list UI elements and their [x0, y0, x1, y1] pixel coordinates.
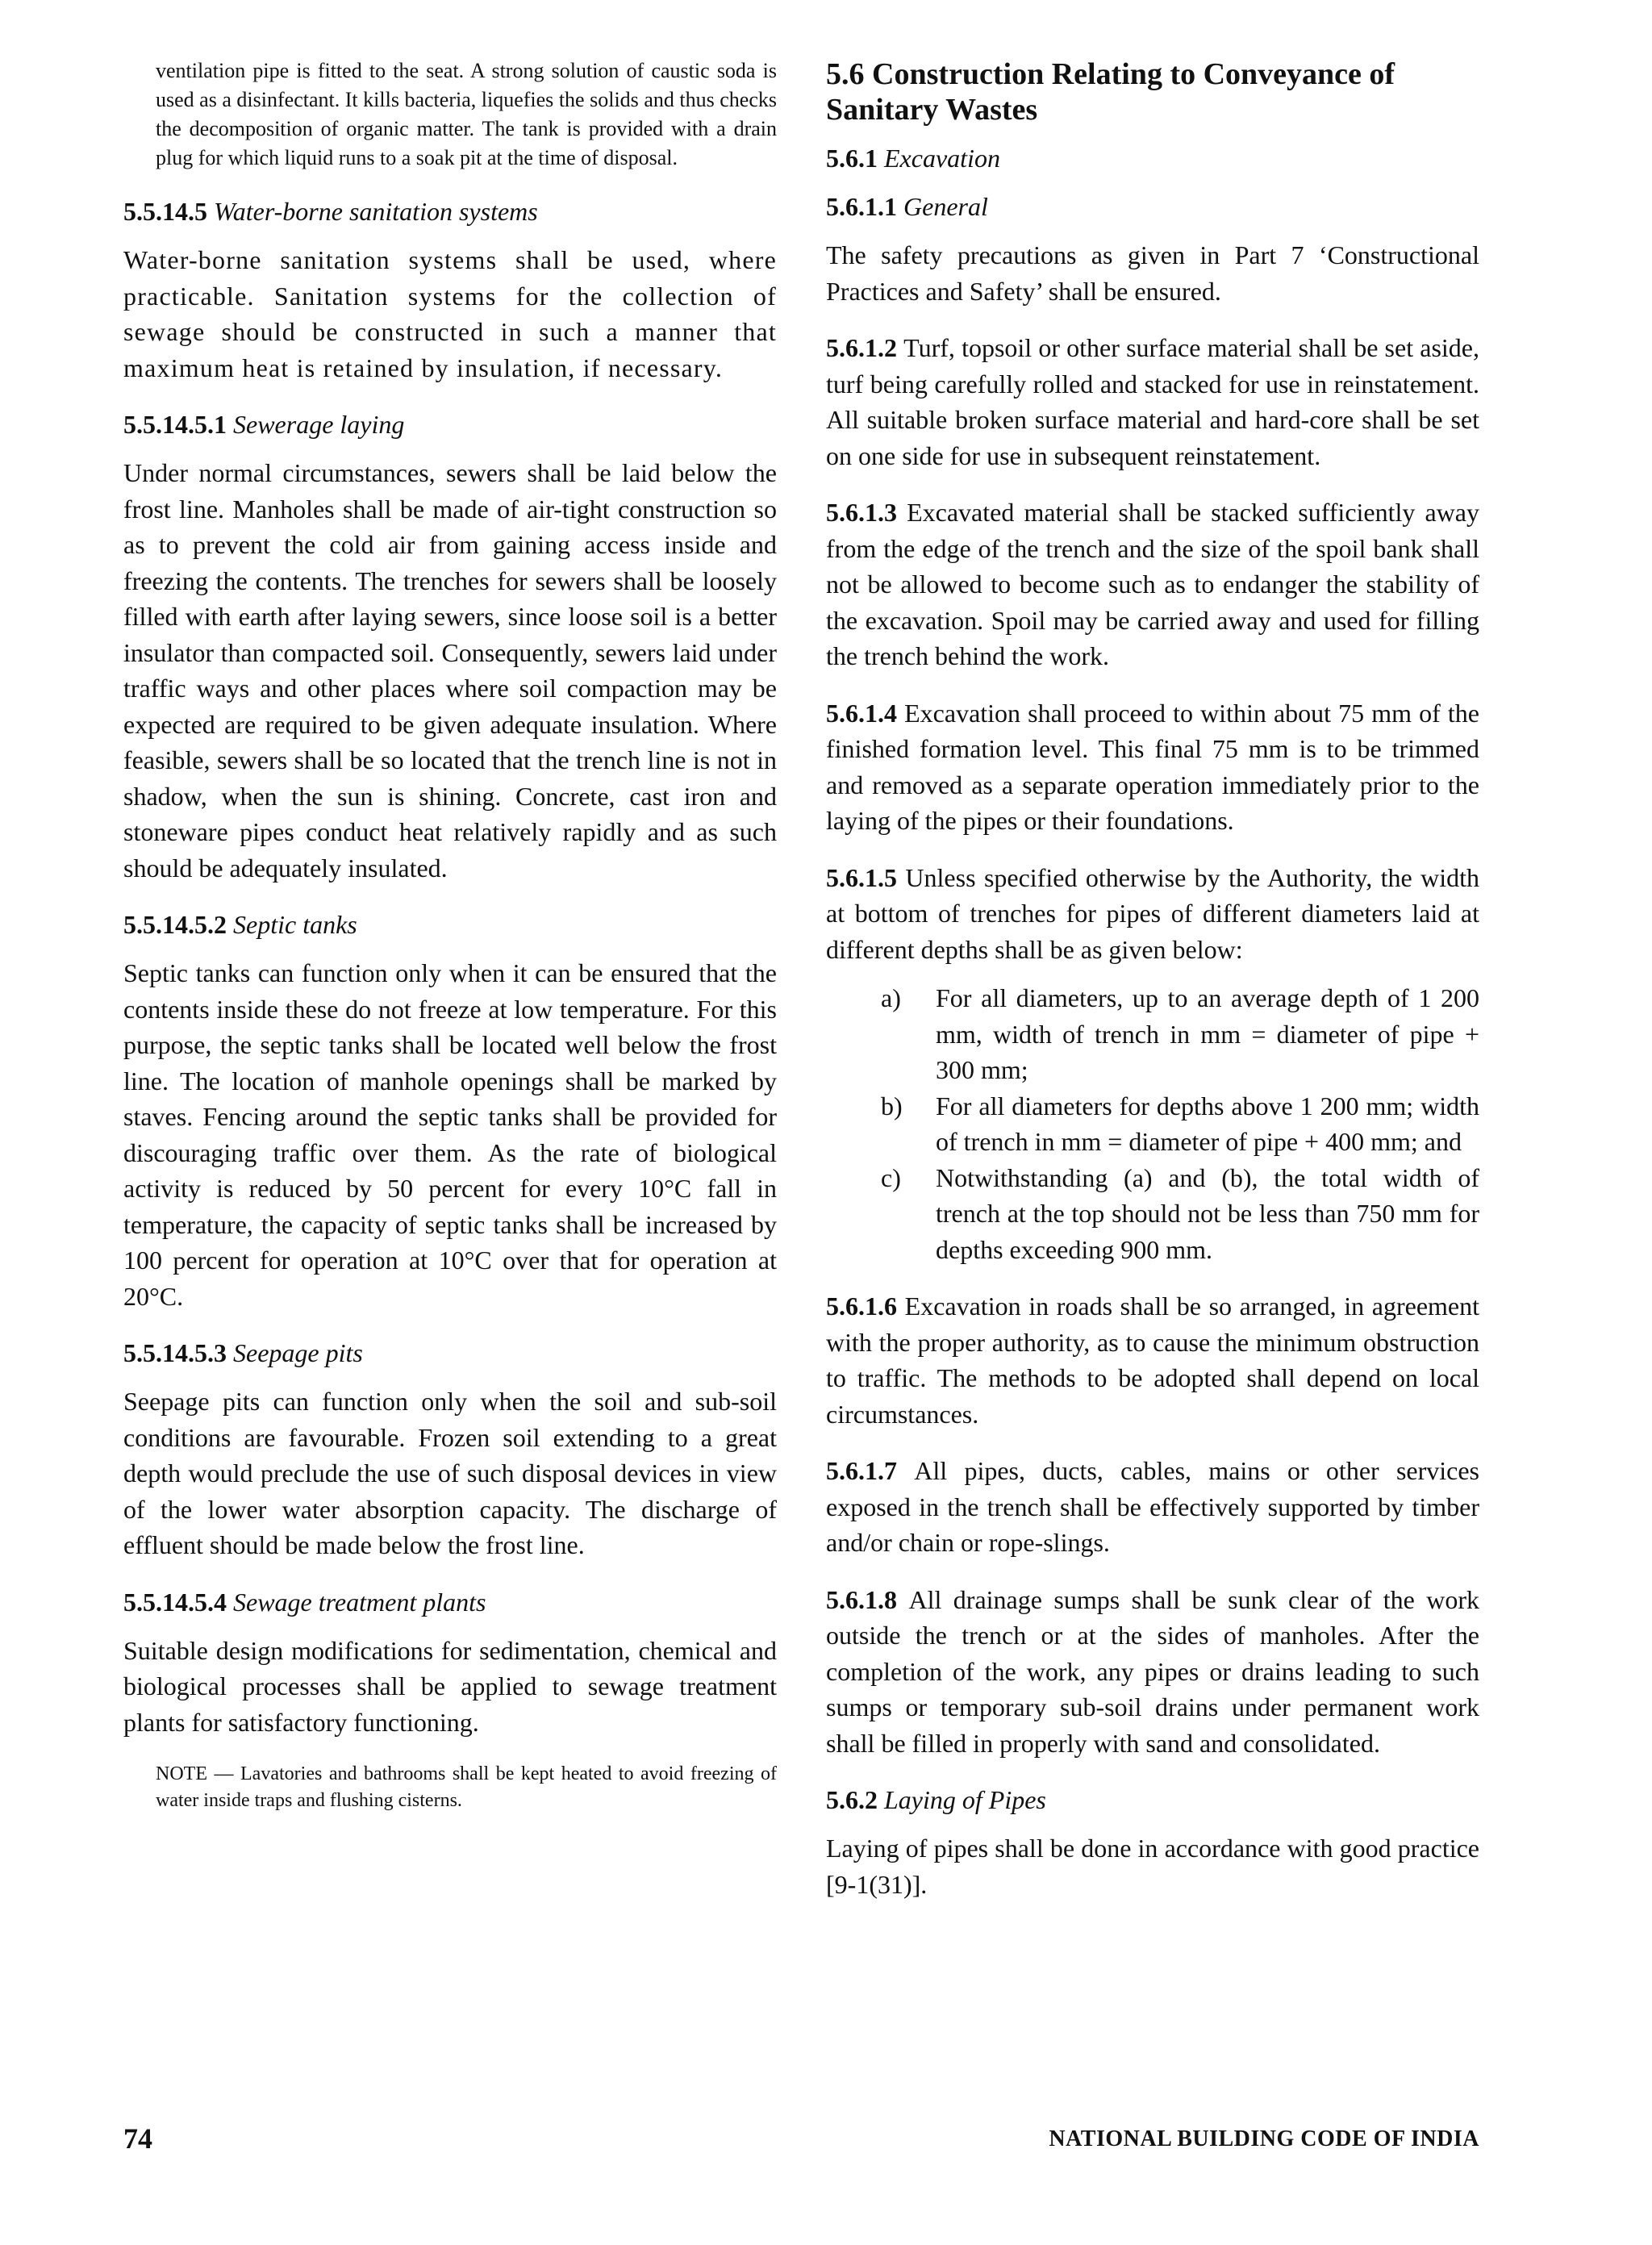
section-title-5.6: 5.6 Construction Relating to Conveyance of Sanitary Wastes [826, 57, 1395, 127]
clause-title: Seepage pits [233, 1338, 363, 1367]
clause-number: 5.6.1.8 [826, 1584, 909, 1614]
clause-heading-5.5.14.5.1 [123, 407, 777, 442]
clause-text: Excavated material shall be stacked sufficiently away from the edge of the trench and the size of the spoil bank shall not be allowed to become such as to endanger the stability of the excavation. Spoil may be carried away and used for filling the trench behind the work. [826, 498, 1479, 670]
clause-5.6.1.4 [826, 695, 1479, 839]
clause-text: Turf, topsoil or other surface material shall be set aside, turf being carefully rolled and stacked for use in reinstatement. All suitable broken surface material and hard-core shall be set on one side for use in subsequent reinstatement. [826, 333, 1480, 470]
clause-number: 5.6.1.6 [826, 1292, 905, 1321]
list-item-text: Notwithstanding (a) and (b), the total width of trench at the top should not be less than 750 mm for depths exceeding 900 mm. [936, 1162, 1479, 1264]
intro-paragraph: ventilation pipe is fitted to the seat. A strong solution of caustic soda is used as a disinfectant. It kills bacteria, liquefies the solids and thus checks the decomposition of organic matter. The tank is provided with a drain plug for which liquid runs to a soak pit at the time of disposal. [156, 59, 777, 169]
clause-number: 5.5.14.5.3 [123, 1338, 233, 1367]
clause-number: 5.5.14.5.4 [123, 1587, 233, 1617]
clause-heading-5.6.1 [826, 140, 1479, 176]
list-marker: c) [881, 1162, 901, 1192]
clause-text: All pipes, ducts, cables, mains or other services exposed in the trench shall be effectively supported by timber and/or chain or rope-slings. [826, 1456, 1480, 1557]
publication-title: NATIONAL BUILDING CODE OF INDIA [1049, 2126, 1479, 2151]
clause-title: Water-borne sanitation systems [214, 197, 538, 226]
note: NOTE — Lavatories and bathrooms shall be kept heated to avoid freezing of water inside traps and flushing cisterns. [156, 1763, 777, 1811]
paragraph-seepage-pits: Seepage pits can function only when the soil and sub-soil conditions are favourable. Frozen soil extending to a great depth would preclude the use of such disposal devices in view of the lower water absorption capacity. The discharge of effluent should be made below the frost line. [123, 1387, 777, 1559]
paragraph-water-borne: Water-borne sanitation systems shall be used, where practicable. Sanitation systems for the collection of sewage should be constructed in such a manner that maximum heat is retained by insulation, if necessary. [123, 245, 777, 382]
clause-text: Unless specified otherwise by the Authority, the width at bottom of trenches for pipes of different diameters laid at different depths shall be as given below: [826, 862, 1480, 964]
clause-number: 5.6.1 [826, 144, 884, 173]
trench-width-list [826, 980, 1479, 1267]
clause-title: General [903, 192, 988, 221]
list-item [826, 1160, 1479, 1268]
clause-heading-5.5.14.5.4 [123, 1584, 777, 1620]
clause-number: 5.5.14.5.1 [123, 410, 233, 439]
clause-text: All drainage sumps shall be sunk clear of the work outside the trench or at the sides of manholes. After the completion of the work, any pipes or drains leading to such sumps or temporary sub-soil drains under permanent work shall be filled in properly with sand and consolidated. [826, 1584, 1480, 1758]
list-item [826, 980, 1479, 1088]
clause-number: 5.6.1.3 [826, 498, 907, 527]
clause-heading-5.5.14.5 [123, 194, 777, 229]
clause-5.6.1.2 [826, 330, 1479, 474]
page-number: 74 [123, 2122, 152, 2155]
clause-5.6.1.7 [826, 1453, 1479, 1561]
clause-5.6.1.6 [826, 1288, 1479, 1432]
clause-heading-5.6.1.1 [826, 189, 1479, 224]
clause-number: 5.6.1.4 [826, 698, 905, 728]
paragraph-septic-tanks: Septic tanks can function only when it can be ensured that the contents inside these do not freeze at low temperature. For this purpose, the septic tanks shall be located well below the frost line. The location of manhole openings shall be marked by staves. Fencing around the septic tanks shall be provided for discouraging traffic over them. As the rate of biological activity is reduced by 50 percent for every 10°C fall in temperature, the capacity of septic tanks shall be increased by 100 percent for operation at 10°C over that for operation at 20°C. [123, 958, 777, 1311]
clause-5.6.1.5 [826, 860, 1479, 968]
clause-title: Laying of Pipes [884, 1785, 1046, 1814]
paragraph-sewerage-laying: Under normal circumstances, sewers shall be laid below the frost line. Manholes shall be made of air-tight construction so as to prevent the cold air from gaining access inside and freezing the contents. The trenches for sewers shall be loosely filled with earth after laying sewers, since loose soil is a better insulator than compacted soil. Consequently, sewers laid under traffic ways and other places where soil compaction may be expected are required to be given adequate insulation. Where feasible, sewers shall be so located that the trench line is not in shadow, when the sun is shining. Concrete, cast iron and stoneware pipes conduct heat relatively rapidly and as such should be adequately insulated. [123, 458, 777, 883]
list-marker: b) [881, 1091, 903, 1120]
list-item-text: For all diameters, up to an average depth of 1 200 mm, width of trench in mm = diameter of pipe + 300 mm; [936, 983, 1479, 1084]
clause-number: 5.6.1.7 [826, 1456, 915, 1485]
clause-heading-5.5.14.5.2 [123, 907, 777, 942]
paragraph-laying-of-pipes: Laying of pipes shall be done in accordance with good practice [9-1(31)]. [826, 1834, 1479, 1899]
list-item-text: For all diameters for depths above 1 200 mm; width of trench in mm = diameter of pipe + 400 mm; and [936, 1091, 1479, 1156]
clause-number: 5.6.2 [826, 1785, 884, 1814]
clause-title: Sewage treatment plants [233, 1587, 486, 1617]
clause-title: Septic tanks [233, 910, 357, 939]
clause-number: 5.6.1.5 [826, 862, 906, 892]
clause-heading-5.6.2 [826, 1782, 1479, 1817]
list-marker: a) [881, 983, 901, 1012]
list-item [826, 1088, 1479, 1160]
clause-number: 5.6.1.1 [826, 192, 903, 221]
paragraph-safety: The safety precautions as given in Part 7 ‘Constructional Practices and Safety’ shall be ensured. [826, 240, 1479, 306]
page-footer [123, 2122, 1479, 2162]
clause-text: Excavation in roads shall be so arranged, in agreement with the proper authority, as to cause the minimum obstruction to traffic. The methods to be adopted shall depend on local circumstances. [826, 1292, 1480, 1429]
clause-5.6.1.8 [826, 1582, 1479, 1762]
clause-title: Excavation [884, 144, 1000, 173]
clause-number: 5.5.14.5.2 [123, 910, 233, 939]
clause-text: Excavation shall proceed to within about 75 mm of the finished formation level. This final 75 mm is to be trimmed and removed as a separate operation immediately prior to the laying of the pipes or their foundations. [826, 698, 1480, 835]
clause-number: 5.6.1.2 [826, 333, 904, 362]
clause-title: Sewerage laying [233, 410, 405, 439]
right-column [826, 56, 1479, 1902]
paragraph-sewage-treatment: Suitable design modifications for sedimentation, chemical and biological processes shall be applied to sewage treatment plants for satisfactory functioning. [123, 1635, 777, 1737]
clause-5.6.1.3 [826, 494, 1479, 674]
clause-heading-5.5.14.5.3 [123, 1335, 777, 1371]
clause-number: 5.5.14.5 [123, 197, 214, 226]
left-column [123, 56, 777, 1814]
